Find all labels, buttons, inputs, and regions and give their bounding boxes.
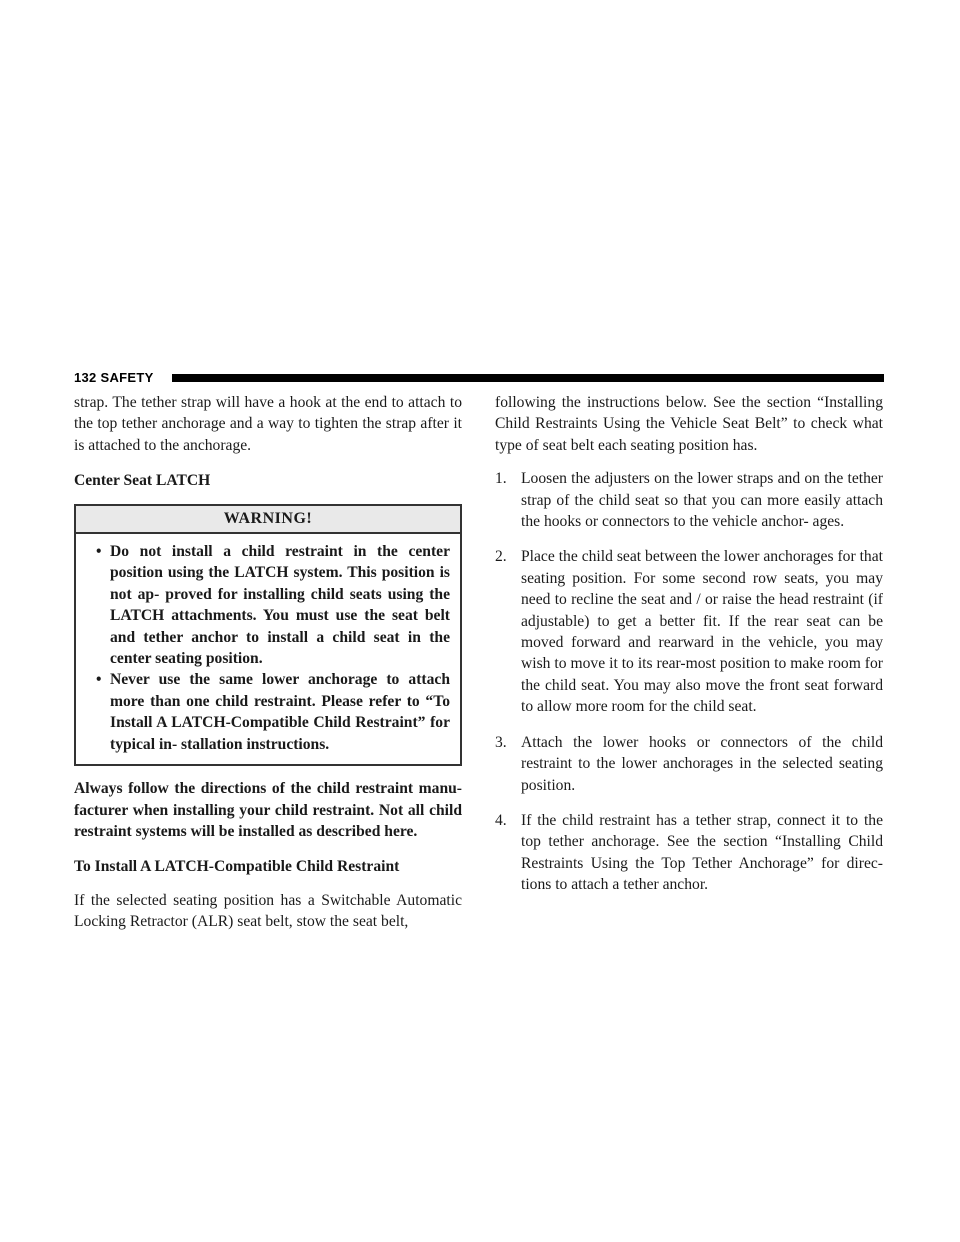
- step-text: Place the child seat between the lower anchorages for that seating position. For some second row seats, you may need to recline the seat and / or raise the head restraint (if adjustable) to get a better fit. If the rear seat can be moved forward and rearward in the vehicle, you may wish to move it to its rear-most position to make room for the child seat. You may also move the front seat forward to allow more room for the child seat.: [521, 548, 883, 716]
- step-number: 4.: [495, 811, 507, 829]
- install-paragraph: If the selected seating position has a Switchable Automatic Locking Retractor (ALR) seat belt, stow the seat belt,: [74, 891, 462, 931]
- bold-note: Always follow the directions of the child restraint manu- facturer when installing your child restraint. Not all child restraint systems will be installed as described here.: [74, 780, 462, 840]
- section-heading-install: To Install A LATCH-Compatible Child Restraint: [74, 858, 400, 876]
- header-rule: [172, 374, 884, 382]
- warning-item-text: Never use the same lower anchorage to attach more than one child restraint. Please refer to “To Install A LATCH-Compatible Child Restraint” for typical in- stallation instructions.: [110, 671, 450, 753]
- section-heading-center-seat: Center Seat LATCH: [74, 472, 211, 490]
- warning-item-text: Do not install a child restraint in the center position using the LATCH system. This position is not ap- proved for installing child seats using the LATCH attachments. You must use the seat belt and tether anchor to install a child seat in the center seating position.: [110, 543, 450, 668]
- step-text: Attach the lower hooks or connectors of the child restraint to the lower anchorages in the selected seating position.: [521, 733, 883, 794]
- warning-item: [86, 541, 450, 669]
- step-number: 1.: [495, 470, 507, 488]
- step-list: [495, 468, 883, 895]
- step-number: 3.: [495, 733, 507, 751]
- right-column: [495, 392, 883, 910]
- warning-list: [76, 534, 460, 764]
- left-column: [74, 392, 462, 933]
- intro-paragraph: strap. The tether strap will have a hook at the end to attach to the top tether anchorage and a way to tighten the strap after it is attached to the anchorage.: [74, 394, 462, 454]
- bullet-icon: •: [96, 671, 102, 689]
- right-intro-paragraph: following the instructions below. See the section “Installing Child Restraints Using the Vehicle Seat Belt” to check what type of seat belt each seating position has.: [495, 394, 883, 454]
- step-item: [495, 732, 883, 796]
- warning-item: [86, 669, 450, 755]
- bullet-icon: •: [96, 543, 102, 561]
- step-item: [495, 810, 883, 896]
- step-item: [495, 546, 883, 717]
- warning-box: [74, 504, 462, 766]
- step-number: 2.: [495, 548, 507, 566]
- page-number-section: 132 SAFETY: [74, 370, 154, 385]
- step-text: Loosen the adjusters on the lower straps and on the tether strap of the child seat so that you can more easily attach the hooks or connectors to the vehicle anchor- ages.: [521, 470, 883, 531]
- step-item: [495, 468, 883, 532]
- step-text: If the child restraint has a tether strap, connect it to the top tether anchorage. See the section “Installing Child Restraints Using the Top Tether Anchorage” for direc- tions to attach a tether anchor.: [521, 811, 883, 894]
- warning-title: WARNING!: [76, 506, 460, 534]
- page-header: [74, 370, 884, 386]
